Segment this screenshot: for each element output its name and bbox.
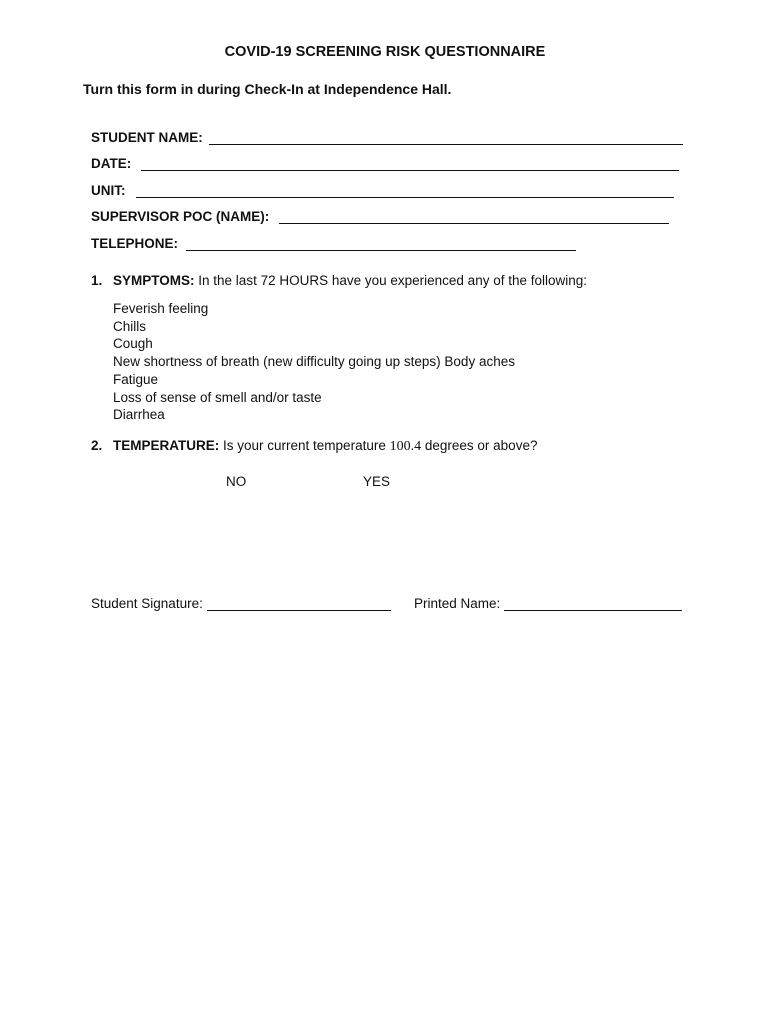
list-item: Loss of sense of smell and/or taste [113, 389, 322, 405]
list-item: Diarrhea [113, 407, 165, 423]
telephone-row [91, 233, 576, 251]
temperature-text-after: degrees or above? [424, 438, 538, 453]
student-name-field[interactable] [209, 131, 683, 145]
list-item: New shortness of breath (new difficulty going up steps) Body aches [113, 354, 515, 370]
option-yes[interactable]: YES [363, 474, 391, 489]
symptoms-heading: SYMPTOMS: [113, 273, 195, 288]
student-name-row [91, 127, 683, 145]
unit-field[interactable] [136, 184, 674, 198]
list-item: Chills [113, 318, 147, 334]
unit-label: UNIT: [91, 183, 126, 198]
student-name-label: STUDENT NAME: [91, 130, 203, 145]
symptoms-list [113, 300, 515, 424]
telephone-field[interactable] [186, 237, 576, 251]
date-label: DATE: [91, 156, 132, 171]
unit-row [91, 180, 674, 198]
supervisor-field[interactable] [279, 210, 669, 224]
symptoms-number: 1. [91, 273, 103, 288]
symptoms-question [91, 273, 587, 288]
supervisor-label: SUPERVISOR POC (NAME): [91, 209, 270, 224]
temperature-question [91, 438, 537, 455]
student-signature-row [91, 593, 391, 611]
temperature-text-before: Is your current temperature [223, 438, 386, 453]
symptoms-text: In the last 72 HOURS have you experienced any of the following: [198, 273, 588, 288]
printed-name-field[interactable] [504, 597, 682, 611]
date-row [91, 153, 679, 171]
date-field[interactable] [141, 157, 679, 171]
temperature-number: 2. [91, 438, 103, 453]
printed-name-label: Printed Name: [414, 596, 501, 611]
list-item: Fatigue [113, 371, 159, 387]
printed-name-row [414, 593, 682, 611]
supervisor-row [91, 206, 669, 224]
list-item: Cough [113, 336, 153, 352]
student-signature-field[interactable] [207, 597, 391, 611]
telephone-label: TELEPHONE: [91, 236, 179, 251]
form-instruction: Turn this form in during Check-In at Independence Hall. [83, 81, 452, 97]
temperature-value: 100.4 [389, 439, 422, 454]
option-no[interactable]: NO [226, 474, 247, 489]
temperature-heading: TEMPERATURE: [113, 438, 220, 453]
list-item: Feverish feeling [113, 301, 209, 316]
form-title: COVID-19 SCREENING RISK QUESTIONNAIRE [224, 44, 546, 60]
student-signature-label: Student Signature: [91, 596, 203, 611]
